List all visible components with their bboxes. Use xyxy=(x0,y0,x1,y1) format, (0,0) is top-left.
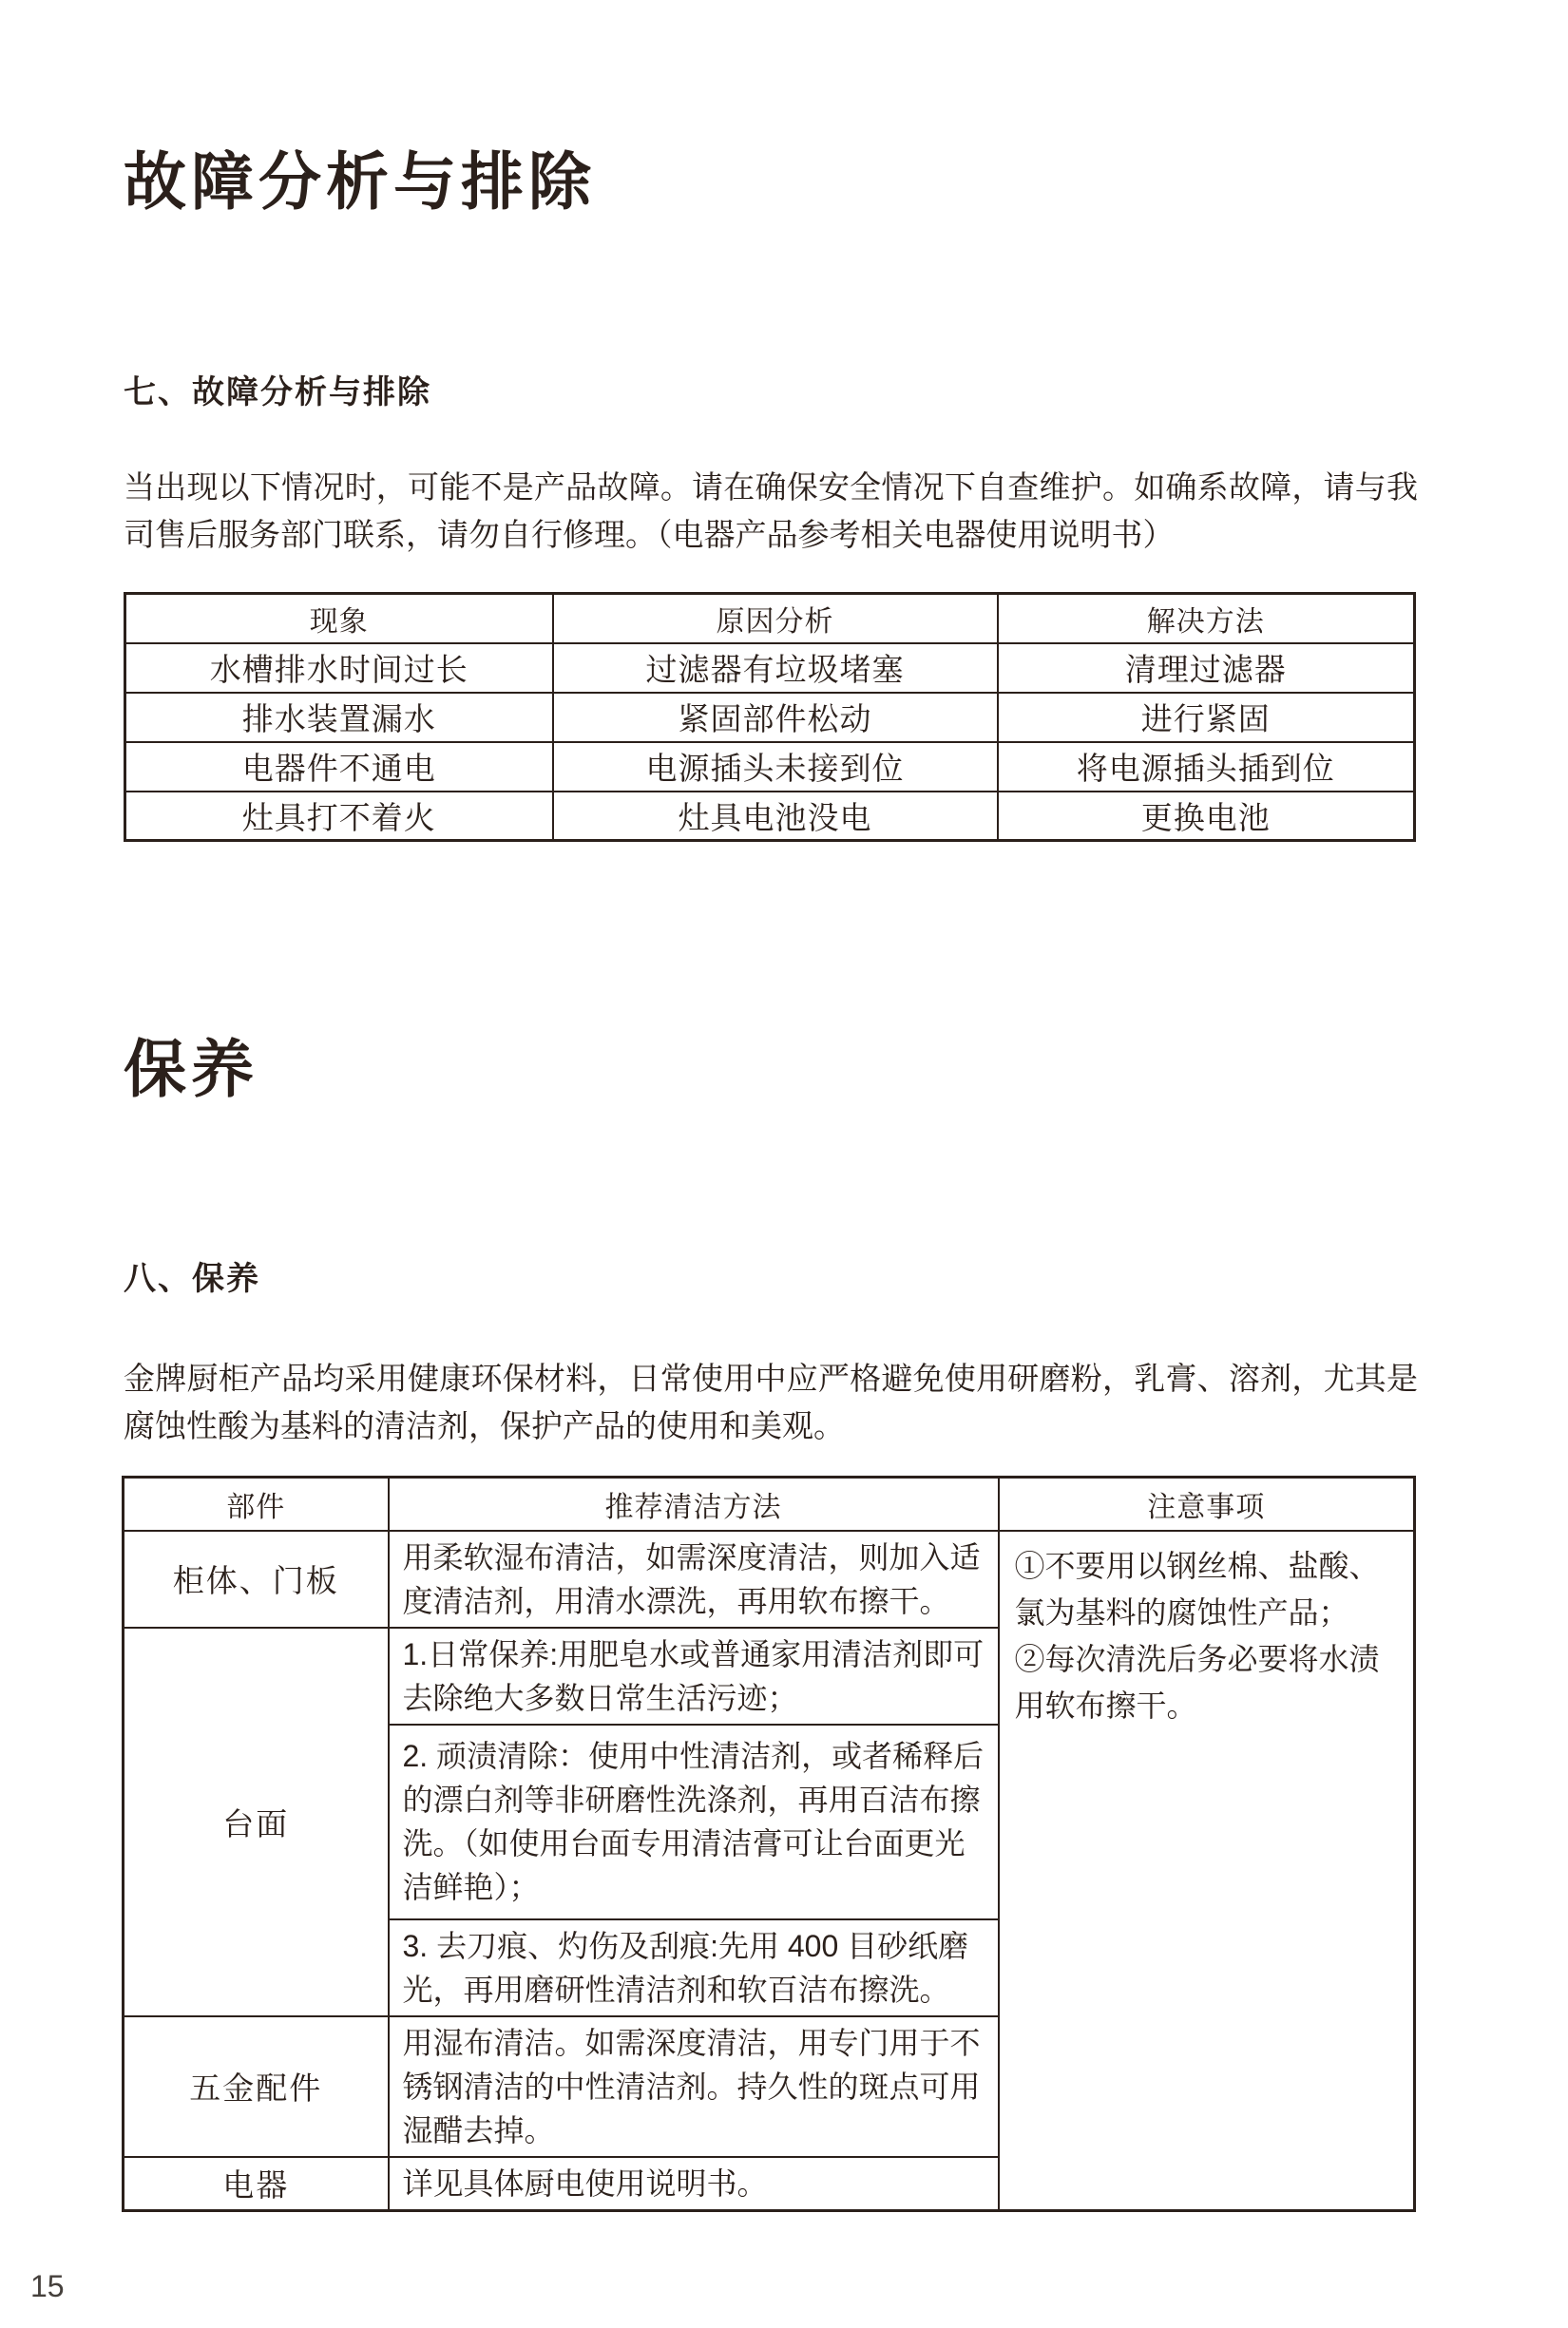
table-cell-cause: 过滤器有垃圾堵塞 xyxy=(553,643,998,693)
part-cell-appliance: 电器 xyxy=(124,2157,389,2211)
table-row xyxy=(125,742,1415,792)
method-cell-countertop-daily: 1.日常保养:用肥皂水或普通家用清洁剂即可去除绝大多数日常生活污迹； xyxy=(389,1628,999,1725)
column-header-solution: 解决方法 xyxy=(998,594,1415,643)
method-cell-cabinet: 用柔软湿布清洁，如需深度清洁，则加入适度清洁剂，用清水漂洗，再用软布擦干。 xyxy=(389,1531,999,1628)
table-cell-cause: 灶具电池没电 xyxy=(553,792,998,841)
precaution-item-1: ①不要用以钢丝棉、盐酸、氯为基料的腐蚀性产品； xyxy=(1014,1548,1380,1630)
column-header-precautions: 注意事项 xyxy=(999,1478,1415,1531)
fault-table-header-row xyxy=(125,594,1415,643)
table-cell-phenomenon: 排水装置漏水 xyxy=(125,693,553,742)
table-row-cabinet xyxy=(124,1531,1415,1628)
column-header-cleaning-method: 推荐清洁方法 xyxy=(389,1478,999,1531)
table-row xyxy=(125,643,1415,693)
maintenance-intro: 金牌厨柜产品均采用健康环保材料，日常使用中应严格避免使用研磨粉，乳膏、溶剂，尤其是腐蚀性酸为基料的清洁剂，保护产品的使用和美观。 xyxy=(124,1361,1418,1443)
part-cell-cabinet: 柜体、门板 xyxy=(124,1531,389,1628)
page-title-troubleshooting: 故障分析与排除 xyxy=(124,146,596,217)
precaution-item-2: ②每次清洗后务必要将水渍用软布擦干。 xyxy=(1014,1641,1380,1723)
fault-table xyxy=(124,592,1416,842)
table-row xyxy=(125,693,1415,742)
method-cell-appliance: 详见具体厨电使用说明书。 xyxy=(389,2157,999,2211)
section-heading-7: 七、故障分析与排除 xyxy=(124,374,431,410)
maintenance-table xyxy=(122,1476,1416,2212)
page-number: 15 xyxy=(30,2269,65,2303)
table-cell-cause: 电源插头未接到位 xyxy=(553,742,998,792)
table-row xyxy=(125,792,1415,841)
maintenance-table-header-row xyxy=(124,1478,1415,1531)
table-cell-phenomenon: 水槽排水时间过长 xyxy=(125,643,553,693)
table-cell-phenomenon: 灶具打不着火 xyxy=(125,792,553,841)
section-heading-8: 八、保养 xyxy=(124,1261,260,1297)
column-header-cause: 原因分析 xyxy=(553,594,998,643)
part-cell-countertop: 台面 xyxy=(124,1628,389,2016)
method-cell-countertop-stains: 2. 顽渍清除：使用中性清洁剂，或者稀释后的漂白剂等非研磨性洗涤剂，再用百洁布擦洗。（如使用台面专用清洁膏可让台面更光洁鲜艳）； xyxy=(389,1725,999,1919)
column-header-phenomenon: 现象 xyxy=(125,594,553,643)
precautions-cell xyxy=(999,1531,1415,2211)
table-cell-solution: 进行紧固 xyxy=(998,693,1415,742)
table-cell-solution: 更换电池 xyxy=(998,792,1415,841)
table-cell-solution: 将电源插头插到位 xyxy=(998,742,1415,792)
method-cell-countertop-scratches: 3. 去刀痕、灼伤及刮痕:先用 400 目砂纸磨光，再用磨研性清洁剂和软百洁布擦洗。 xyxy=(389,1919,999,2016)
part-cell-hardware: 五金配件 xyxy=(124,2016,389,2157)
method-cell-hardware: 用湿布清洁。如需深度清洁，用专门用于不锈钢清洁的中性清洁剂。持久性的斑点可用湿醋去掉。 xyxy=(389,2016,999,2157)
column-header-part: 部件 xyxy=(124,1478,389,1531)
table-cell-cause: 紧固部件松动 xyxy=(553,693,998,742)
troubleshooting-intro: 当出现以下情况时，可能不是产品故障。请在确保安全情况下自查维护。如确系故障，请与我司售后服务部门联系，请勿自行修理。（电器产品参考相关电器使用说明书） xyxy=(124,469,1418,552)
table-cell-phenomenon: 电器件不通电 xyxy=(125,742,553,792)
page-title-maintenance: 保养 xyxy=(124,1034,258,1104)
table-cell-solution: 清理过滤器 xyxy=(998,643,1415,693)
